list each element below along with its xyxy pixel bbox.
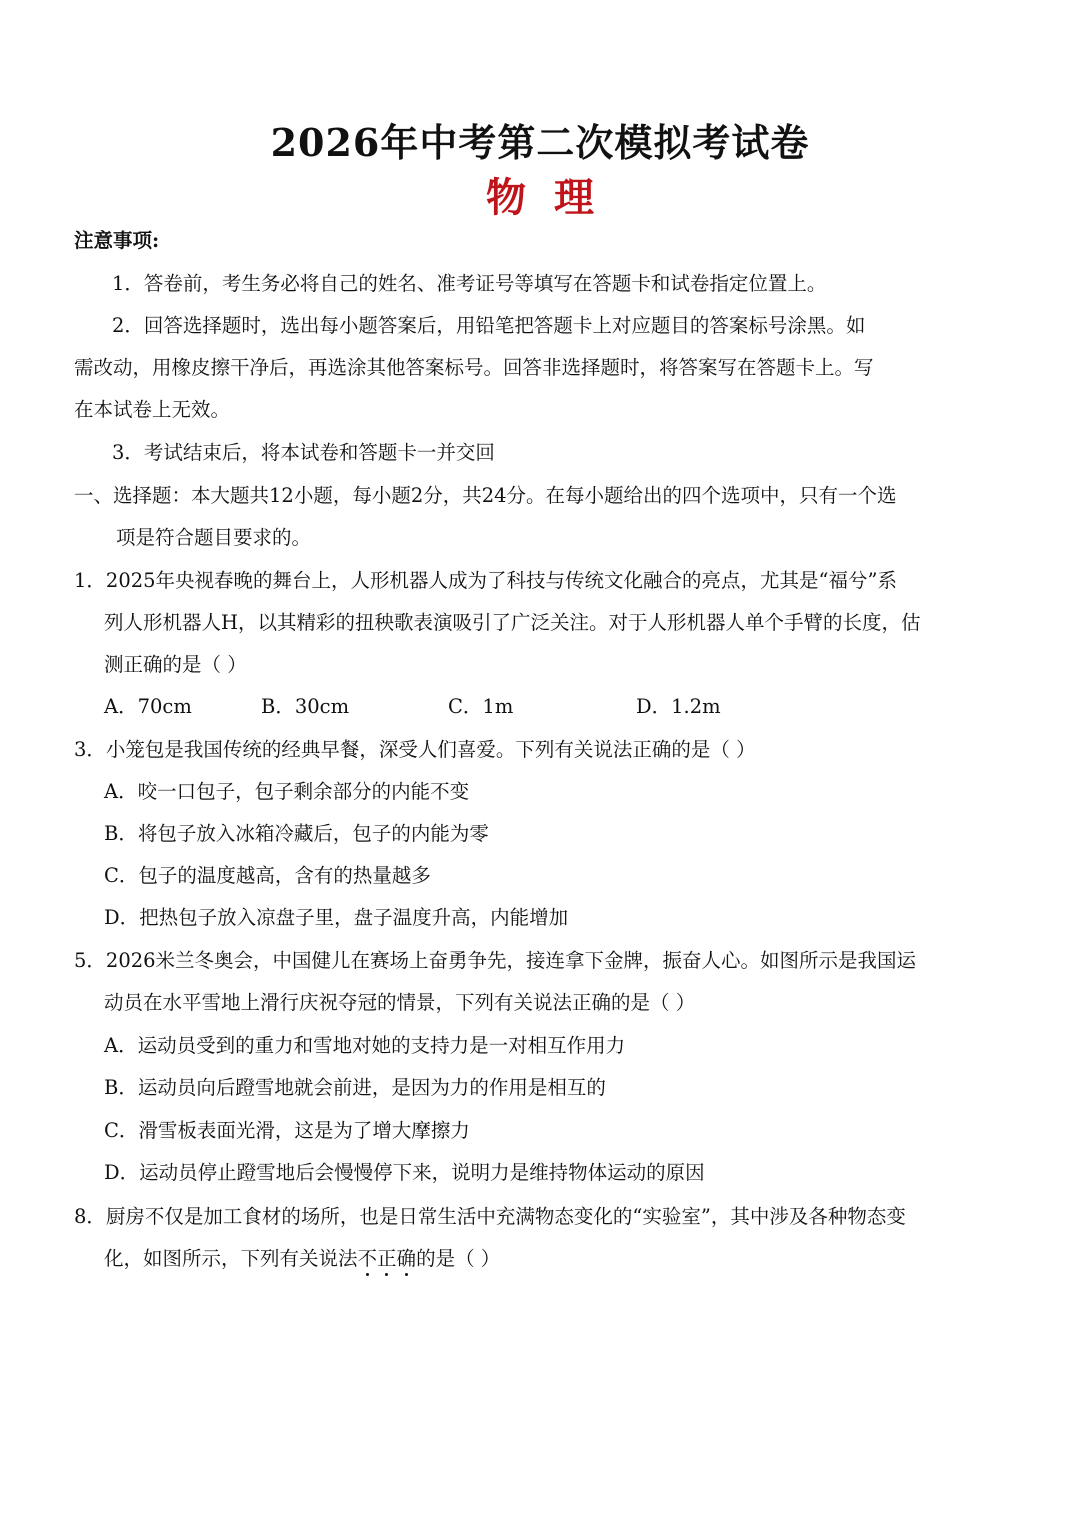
q3-option-a: A．咬一口包子，包子剩余部分的内能不变 xyxy=(104,780,470,803)
q8-emphasis-char-3: 确 xyxy=(396,1247,417,1270)
q5-option-a: A．运动员受到的重力和雪地对她的支持力是一对相互作用力 xyxy=(104,1034,626,1057)
q3-option-d: D．把热包子放入凉盘子里，盘子温度升高，内能增加 xyxy=(104,906,569,929)
q5-option-b: B．运动员向后蹬雪地就会前进，是因为力的作用是相互的 xyxy=(104,1076,606,1099)
note-item-1: 1．答卷前，考生务必将自己的姓名、准考证号等填写在答题卡和试卷指定位置上。 xyxy=(112,272,827,295)
q5-option-d: D．运动员停止蹬雪地后会慢慢停下来，说明力是维持物体运动的原因 xyxy=(104,1161,705,1184)
q3-stem: 3．小笼包是我国传统的经典早餐，深受人们喜爱。下列有关说法正确的是（ ） xyxy=(74,738,756,761)
q8-emphasis-char-2: 正 xyxy=(377,1247,397,1270)
q8-line-2 xyxy=(104,1244,500,1274)
note-item-2-line-3: 在本试卷上无效。 xyxy=(74,398,231,421)
q1-line-2: 列人形机器人H，以其精彩的扭秧歌表演吸引了广泛关注。对于人形机器人单个手臂的长度，估 xyxy=(104,611,921,634)
q1-option-c: C．1m xyxy=(448,695,514,718)
q1-option-b: B．30cm xyxy=(261,695,350,718)
q1-option-a: A．70cm xyxy=(104,695,192,718)
q1-option-d: D．1.2m xyxy=(636,695,721,718)
note-item-2-line-2: 需改动，用橡皮擦干净后，再选涂其他答案标号。回答非选择题时，将答案写在答题卡上。写 xyxy=(74,356,874,379)
subject-title: 物理 xyxy=(486,174,622,221)
q8-emphasis-char-1: 不 xyxy=(357,1247,378,1270)
q8-line-1: 8．厨房不仅是加工食材的场所，也是日常生活中充满物态变化的“实验室”，其中涉及各种物态变 xyxy=(74,1205,906,1228)
section-1-line-1: 一、选择题：本大题共12小题，每小题2分，共24分。在每小题给出的四个选项中，只有一个选 xyxy=(74,484,897,507)
exam-title: 2026年中考第二次模拟考试卷 xyxy=(270,120,810,165)
q3-option-b: B．将包子放入冰箱冷藏后，包子的内能为零 xyxy=(104,822,489,845)
q1-line-3: 测正确的是（ ） xyxy=(104,653,247,676)
note-item-2-line-1: 2．回答选择题时，选出每小题答案后，用铅笔把答题卡上对应题目的答案标号涂黑。如 xyxy=(112,314,866,337)
q3-option-c: C．包子的温度越高，含有的热量越多 xyxy=(104,864,431,887)
q5-line-1: 5．2026米兰冬奥会，中国健儿在赛场上奋勇争先，接连拿下金牌，振奋人心。如图所示是我国运 xyxy=(74,949,917,972)
q8-line-2-start: 化，如图所示，下列有关说法 xyxy=(104,1247,358,1270)
q8-line-2-end: 的是（ ） xyxy=(416,1247,501,1270)
section-1-line-2: 项是符合题目要求的。 xyxy=(116,526,312,549)
q5-option-c: C．滑雪板表面光滑，这是为了增大摩擦力 xyxy=(104,1119,470,1142)
notes-heading: 注意事项: xyxy=(74,229,160,252)
note-item-3: 3．考试结束后，将本试卷和答题卡一并交回 xyxy=(112,441,495,464)
q1-line-1: 1．2025年央视春晚的舞台上，人形机器人成为了科技与传统文化融合的亮点，尤其是“福兮”系 xyxy=(74,569,897,592)
q5-line-2: 动员在水平雪地上滑行庆祝夺冠的情景，下列有关说法正确的是（ ） xyxy=(104,991,696,1014)
